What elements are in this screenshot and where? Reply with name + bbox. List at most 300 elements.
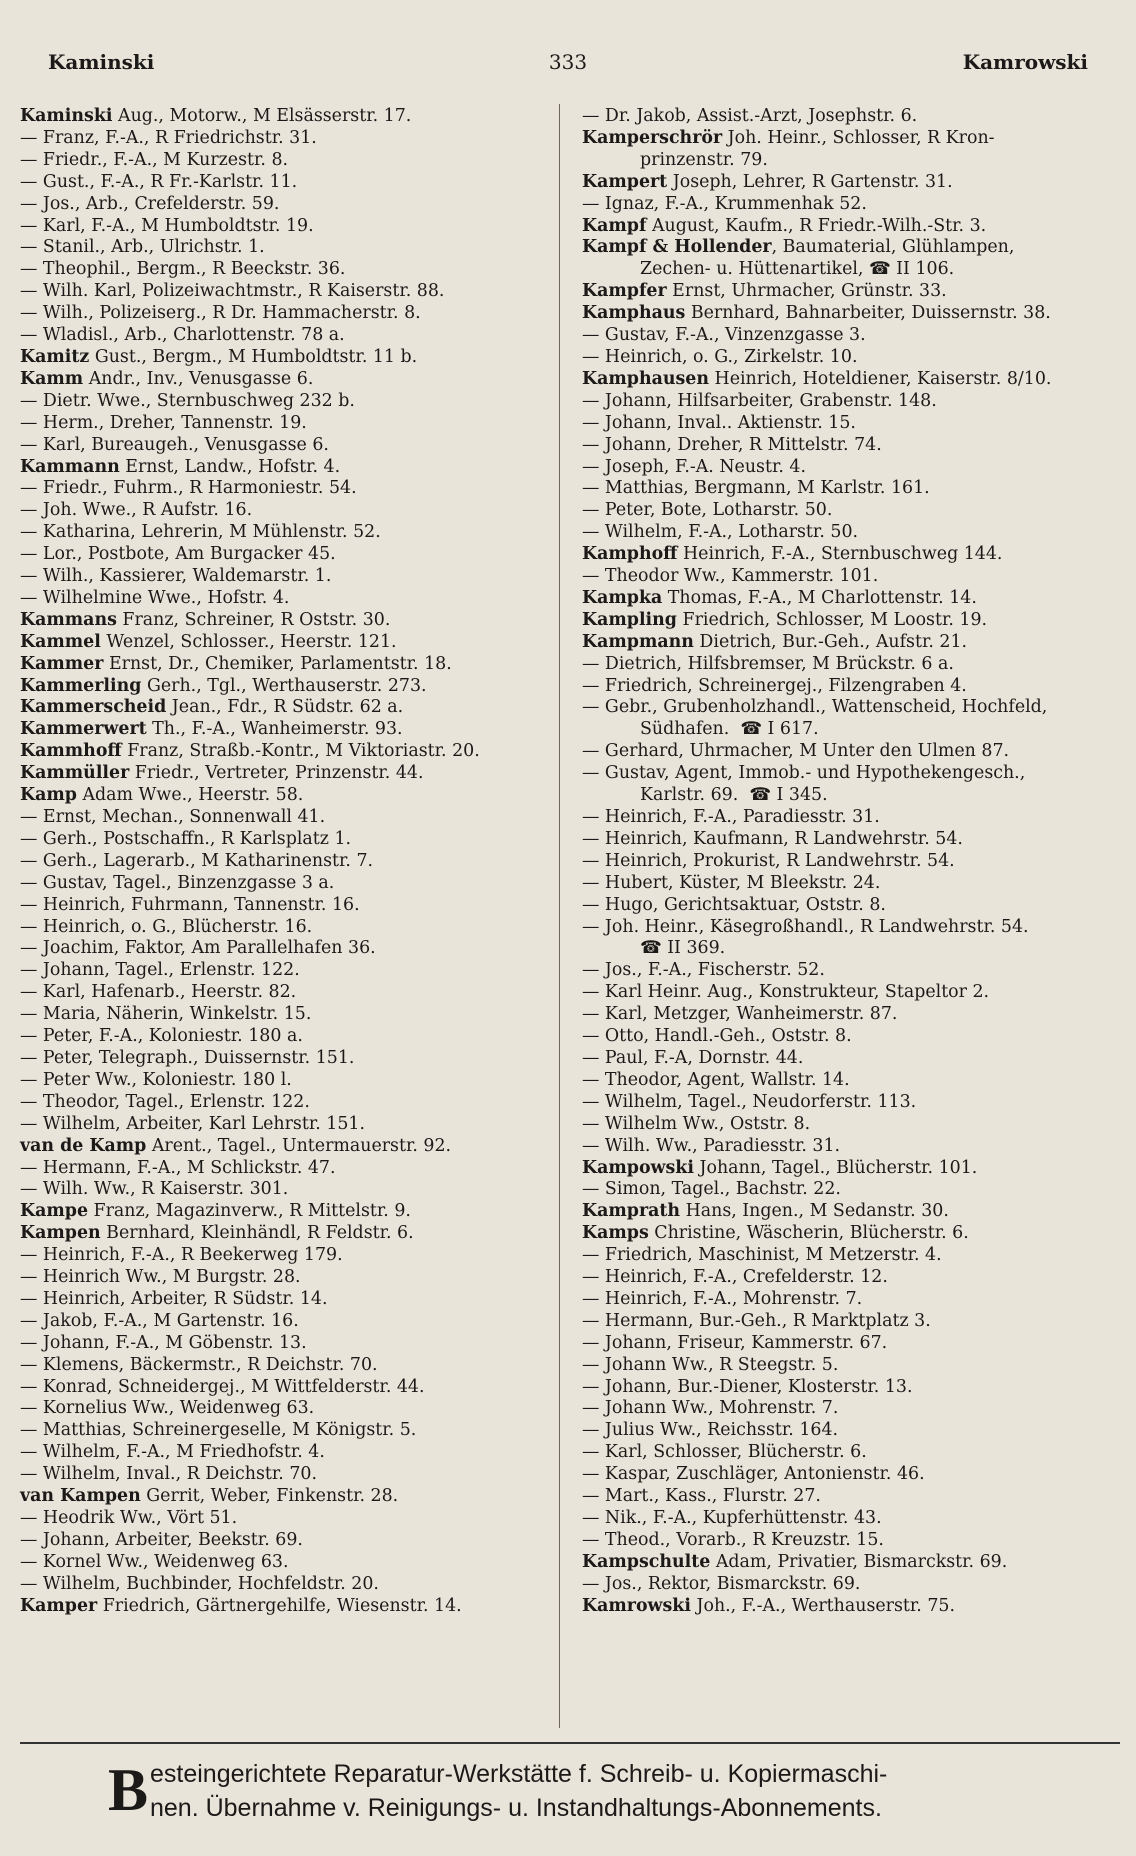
- directory-entry: [582, 1026, 1122, 1048]
- directory-entry: [582, 1289, 1122, 1311]
- entry-text: Dietrich, Hilfsbremser, M Brückstr. 6 a.: [604, 653, 954, 674]
- entry-text: Heinrich, Prokurist, R Landwehrstr. 54.: [604, 850, 955, 871]
- entry-text: Karl, F.-A., M Humboldtstr. 19.: [42, 215, 314, 236]
- directory-entry: [20, 1245, 540, 1267]
- directory-entry: [582, 763, 1122, 785]
- entry-surname: van de Kamp: [20, 1135, 147, 1156]
- entry-text: Wilh., Kassierer, Waldemarstr. 1.: [42, 566, 332, 587]
- entry-text: Wilh. Karl, Polizeiwachtmstr., R Kaiserstr. 88.: [42, 281, 445, 302]
- entry-text: Johann, Bur.-Diener, Klosterstr. 13.: [604, 1376, 913, 1397]
- directory-entry: [582, 917, 1122, 939]
- directory-entry: [582, 1114, 1122, 1136]
- entry-text: Karl, Schlosser, Blücherstr. 6.: [604, 1442, 867, 1463]
- entry-dash: —: [582, 1004, 605, 1025]
- entry-text: Joh., F.-A., Werthauserstr. 75.: [690, 1595, 956, 1616]
- directory-entry: [582, 128, 1122, 150]
- directory-entry: [20, 1136, 540, 1158]
- directory-entry: [20, 172, 540, 194]
- entry-dash: —: [582, 566, 605, 587]
- entry-text: Ignaz, F.-A., Krummenhak 52.: [604, 193, 867, 214]
- directory-entry: [20, 1552, 540, 1574]
- entry-dash: —: [20, 259, 43, 280]
- directory-entry: [582, 654, 1122, 676]
- directory-entry: [20, 1574, 540, 1596]
- entry-text: Christine, Wäscherin, Blücherstr. 6.: [648, 1223, 969, 1244]
- directory-entry: [20, 982, 540, 1004]
- entry-surname: Kampmann: [582, 631, 694, 652]
- entry-text: Kornel Ww., Weidenweg 63.: [42, 1551, 289, 1572]
- directory-entry: [582, 478, 1122, 500]
- entry-text: Karl, Hafenarb., Heerstr. 82.: [42, 982, 297, 1003]
- entry-text: Johann Ww., Mohrenstr. 7.: [604, 1398, 839, 1419]
- entry-text: August, Kaufm., R Friedr.-Wilh.-Str. 3.: [646, 215, 987, 236]
- directory-entry: [582, 873, 1122, 895]
- directory-entry: [20, 895, 540, 917]
- directory-entry: [20, 1201, 540, 1223]
- entry-text: Johann, Dreher, R Mittelstr. 74.: [604, 434, 882, 455]
- entry-dash: —: [582, 1113, 605, 1134]
- directory-entry: [20, 873, 540, 895]
- directory-entry: [20, 1004, 540, 1026]
- entry-dash: —: [582, 1573, 605, 1594]
- directory-entry: [20, 719, 540, 741]
- entry-dash: —: [582, 522, 605, 543]
- entry-text: Wilh. Ww., R Kaiserstr. 301.: [42, 1179, 289, 1200]
- directory-entry: [582, 1267, 1122, 1289]
- entry-text: Jos., Rektor, Bismarckstr. 69.: [604, 1573, 861, 1594]
- entry-dash: —: [20, 390, 43, 411]
- directory-entry: [20, 1158, 540, 1180]
- directory-entry: [20, 1398, 540, 1420]
- directory-entry: [20, 697, 540, 719]
- entry-surname: Kammel: [20, 631, 101, 652]
- directory-entry: [20, 610, 540, 632]
- entry-dash: —: [20, 1113, 43, 1134]
- directory-entry: [582, 150, 1122, 172]
- entry-text: , Baumaterial, Glühlampen,: [771, 237, 1015, 258]
- directory-entry: [582, 1179, 1122, 1201]
- directory-entry: [582, 369, 1122, 391]
- entry-text: Paul, F.-A, Dornstr. 44.: [604, 1047, 804, 1068]
- directory-entry: [20, 435, 540, 457]
- directory-entry: [582, 347, 1122, 369]
- left-column: [20, 106, 540, 1618]
- directory-entry: [20, 785, 540, 807]
- directory-entry: [20, 128, 540, 150]
- entry-surname: Kammans: [20, 609, 117, 630]
- directory-entry: [20, 676, 540, 698]
- directory-entry: [582, 1048, 1122, 1070]
- directory-entry: [582, 938, 1122, 960]
- entry-dash: —: [20, 1245, 43, 1266]
- directory-entry: [20, 1530, 540, 1552]
- entry-dash: —: [582, 850, 605, 871]
- directory-entry: [582, 566, 1122, 588]
- entry-text: Johann, Tagel., Blücherstr. 101.: [693, 1157, 978, 1178]
- directory-entry: [582, 851, 1122, 873]
- directory-entry: [582, 1486, 1122, 1508]
- entry-text: Wilhelm, Tagel., Neudorferstr. 113.: [604, 1091, 917, 1112]
- entry-dash: —: [20, 1069, 43, 1090]
- entry-dash: —: [582, 1245, 605, 1266]
- directory-entry: [582, 588, 1122, 610]
- entry-dash: —: [582, 763, 605, 784]
- entry-dash: —: [20, 215, 43, 236]
- entry-text: Wenzel, Schlosser., Heerstr. 121.: [100, 631, 397, 652]
- entry-dash: —: [582, 1267, 605, 1288]
- directory-entry: [20, 1311, 540, 1333]
- entry-text: Karl, Metzger, Wanheimerstr. 87.: [604, 1004, 898, 1025]
- directory-entry: [582, 1442, 1122, 1464]
- entry-dash: —: [20, 828, 43, 849]
- header-left-name: Kaminski: [48, 50, 155, 74]
- entry-text: Heinrich, o. G., Zirkelstr. 10.: [604, 346, 858, 367]
- entry-text: Jos., F.-A., Fischerstr. 52.: [604, 960, 825, 981]
- entry-text: Heinrich, F.-A., R Beekerweg 179.: [42, 1245, 343, 1266]
- entry-text: Heinrich, F.-A., Mohrenstr. 7.: [604, 1288, 863, 1309]
- advertisement-divider: [20, 1742, 1120, 1744]
- entry-dash: —: [20, 1464, 43, 1485]
- entry-text: Franz, Straßb.-Kontr., M Viktoriastr. 20.: [121, 741, 480, 762]
- entry-text: Gust., F.-A., R Fr.-Karlstr. 11.: [42, 171, 298, 192]
- column-divider: [559, 104, 560, 1728]
- entry-text: Aug., Motorw., M Elsässerstr. 17.: [112, 106, 412, 126]
- directory-entry: [582, 785, 1122, 807]
- entry-dash: —: [20, 237, 43, 258]
- entry-text: Maria, Näherin, Winkelstr. 15.: [42, 1004, 312, 1025]
- entry-dash: —: [20, 1004, 43, 1025]
- directory-entry: [582, 741, 1122, 763]
- directory-entry: [582, 1420, 1122, 1442]
- entry-dash: —: [582, 1420, 605, 1441]
- directory-entry: [20, 1026, 540, 1048]
- entry-dash: —: [20, 522, 43, 543]
- directory-entry: [582, 1377, 1122, 1399]
- directory-entry: [20, 303, 540, 325]
- entry-text: Theophil., Bergm., R Beeckstr. 36.: [42, 259, 346, 280]
- entry-text: Simon, Tagel., Bachstr. 22.: [604, 1179, 841, 1200]
- entry-surname: Kamitz: [20, 346, 90, 367]
- entry-text: Peter, Telegraph., Duissernstr. 151.: [42, 1047, 355, 1068]
- entry-surname: Kampowski: [582, 1157, 694, 1178]
- entry-surname: Kammer: [20, 653, 104, 674]
- entry-dash: —: [582, 1069, 605, 1090]
- entry-text: Wilh., Polizeiserg., R Dr. Hammacherstr. 8.: [42, 303, 421, 324]
- entry-surname: Kampen: [20, 1223, 101, 1244]
- entry-text: Heodrik Ww., Vört 51.: [42, 1508, 238, 1528]
- entry-text: Theodor Ww., Kammerstr. 101.: [604, 566, 879, 587]
- entry-dash: —: [582, 1398, 605, 1419]
- entry-dash: —: [20, 1091, 43, 1112]
- entry-text: Joachim, Faktor, Am Parallelhafen 36.: [42, 938, 376, 959]
- directory-entry: [582, 697, 1122, 719]
- entry-dash: —: [20, 1179, 43, 1200]
- entry-surname: Kamrowski: [582, 1595, 691, 1616]
- entry-text: Karl, Bureaugeh., Venusgasse 6.: [42, 434, 329, 455]
- entry-text: Heinrich, Hoteldiener, Kaiserstr. 8/10.: [709, 368, 1052, 389]
- entry-dash: —: [582, 894, 605, 915]
- entry-text: Friedrich, Schlosser, M Loostr. 19.: [676, 609, 988, 630]
- entry-text: Matthias, Bergmann, M Karlstr. 161.: [604, 478, 930, 499]
- directory-entry: [582, 1508, 1122, 1530]
- entry-text: Gerh., Lagerarb., M Katharinenstr. 7.: [42, 850, 374, 871]
- entry-text: Wladisl., Arb., Charlottenstr. 78 a.: [42, 325, 345, 346]
- directory-entry: [20, 1223, 540, 1245]
- entry-text: Gust., Bergm., M Humboldtstr. 11 b.: [89, 346, 418, 367]
- directory-entry: [582, 676, 1122, 698]
- entry-text: Gebr., Grubenholzhandl., Wattenscheid, Hochfeld,: [604, 697, 1048, 718]
- entry-dash: —: [20, 850, 43, 871]
- entry-text: Kornelius Ww., Weidenweg 63.: [42, 1398, 315, 1419]
- entry-dash: —: [582, 1047, 605, 1068]
- advertisement: [20, 1752, 1120, 1832]
- entry-dash: —: [582, 675, 605, 696]
- entry-dash: —: [582, 1376, 605, 1397]
- entry-text: Heinrich, F.-A., Sternbuschweg 144.: [677, 544, 1003, 565]
- directory-entry: [20, 917, 540, 939]
- directory-entry: [582, 982, 1122, 1004]
- entry-dash: —: [20, 1354, 43, 1375]
- entry-dash: —: [20, 982, 43, 1003]
- directory-entry: [20, 1486, 540, 1508]
- entry-text: Adam Wwe., Heerstr. 58.: [76, 785, 304, 806]
- entry-text: Kaspar, Zuschläger, Antonienstr. 46.: [604, 1464, 925, 1485]
- entry-text: Franz, F.-A., R Friedrichstr. 31.: [42, 127, 317, 148]
- entry-text: Hans, Ingen., M Sedanstr. 30.: [680, 1201, 949, 1222]
- directory-entry: [582, 259, 1122, 281]
- directory-entry: [582, 172, 1122, 194]
- entry-dash: —: [20, 149, 43, 170]
- entry-dash: —: [20, 500, 43, 521]
- directory-entry: [20, 1442, 540, 1464]
- entry-surname: Kampfer: [582, 281, 667, 302]
- entry-text: Peter, Bote, Lotharstr. 50.: [604, 500, 833, 521]
- directory-entry: [20, 1596, 540, 1618]
- entry-text: Konrad, Schneidergej., M Wittfelderstr. 44.: [42, 1376, 425, 1397]
- entry-text: Stanil., Arb., Ulrichstr. 1.: [42, 237, 265, 258]
- directory-entry: [582, 237, 1122, 259]
- entry-surname: Kamphausen: [582, 368, 709, 389]
- directory-entry: [582, 1355, 1122, 1377]
- entry-text: Wilhelm, Buchbinder, Hochfeldstr. 20.: [42, 1573, 379, 1594]
- entry-text: Joh. Heinr., Schlosser, R Kron-: [722, 127, 995, 148]
- directory-entry: [20, 347, 540, 369]
- entry-dash: —: [20, 1529, 43, 1550]
- entry-dash: —: [582, 412, 605, 433]
- entry-text: Theod., Vorarb., R Kreuzstr. 15.: [604, 1529, 884, 1550]
- entry-dash: —: [20, 171, 43, 192]
- entry-surname: Kaminski: [20, 106, 113, 126]
- entry-text: Jos., Arb., Crefelderstr. 59.: [42, 193, 280, 214]
- entry-surname: Kamper: [20, 1595, 98, 1616]
- directory-entry: [20, 1092, 540, 1114]
- entry-text: Nik., F.-A., Kupferhüttenstr. 43.: [604, 1508, 882, 1528]
- directory-entry: [582, 1398, 1122, 1420]
- directory-entry: [20, 763, 540, 785]
- entry-dash: —: [582, 193, 605, 214]
- directory-entry: [582, 1070, 1122, 1092]
- entry-text: Gerh., Postschaffn., R Karlsplatz 1.: [42, 828, 352, 849]
- entry-text: Franz, Schreiner, R Oststr. 30.: [116, 609, 391, 630]
- entry-text: Friedr., F.-A., M Kurzestr. 8.: [42, 149, 289, 170]
- ad-line-2: nen. Übernahme v. Reinigungs- u. Instandhaltungs-Abonnements.: [150, 1794, 882, 1822]
- entry-dash: —: [582, 500, 605, 521]
- entry-dash: —: [582, 1026, 605, 1047]
- ad-initial: B: [108, 1757, 149, 1823]
- entry-text: Thomas, F.-A., M Charlottenstr. 14.: [662, 587, 977, 608]
- entry-text: Peter, F.-A., Koloniestr. 180 a.: [42, 1026, 303, 1047]
- directory-entry: [582, 435, 1122, 457]
- entry-text: Joseph, F.-A. Neustr. 4.: [604, 456, 807, 477]
- directory-entry: [582, 325, 1122, 347]
- entry-surname: Kammerwert: [20, 719, 147, 740]
- entry-text: Heinrich, Fuhrmann, Tannenstr. 16.: [42, 894, 360, 915]
- directory-entry: [582, 1245, 1122, 1267]
- directory-entry: [20, 106, 540, 128]
- entry-text: Karlstr. 69. ☎ I 345.: [640, 785, 828, 806]
- entry-dash: —: [20, 938, 43, 959]
- entry-dash: —: [20, 1267, 43, 1288]
- entry-dash: —: [20, 1442, 43, 1463]
- entry-dash: —: [20, 1288, 43, 1309]
- entry-text: prinzenstr. 79.: [640, 149, 768, 170]
- directory-entry: [20, 478, 540, 500]
- directory-entry: [20, 566, 540, 588]
- entry-dash: —: [20, 960, 43, 981]
- directory-entry: [20, 281, 540, 303]
- directory-entry: [582, 500, 1122, 522]
- entry-surname: Kammerling: [20, 675, 142, 696]
- directory-entry: [20, 1179, 540, 1201]
- entry-dash: —: [20, 894, 43, 915]
- entry-text: Dietrich, Bur.-Geh., Aufstr. 21.: [693, 631, 968, 652]
- entry-dash: —: [20, 1026, 43, 1047]
- entry-text: Johann, Arbeiter, Beekstr. 69.: [42, 1529, 303, 1550]
- entry-text: Karl Heinr. Aug., Konstrukteur, Stapeltor 2.: [604, 982, 990, 1003]
- entry-dash: —: [20, 1420, 43, 1441]
- directory-entry: [582, 1464, 1122, 1486]
- entry-text: Peter Ww., Koloniestr. 180 l.: [42, 1069, 292, 1090]
- directory-entry: [20, 522, 540, 544]
- entry-surname: Kammhoff: [20, 741, 122, 762]
- entry-text: Lor., Postbote, Am Burgacker 45.: [42, 544, 336, 565]
- directory-entry: [20, 369, 540, 391]
- entry-dash: —: [582, 872, 605, 893]
- entry-text: Heinrich, Arbeiter, R Südstr. 14.: [42, 1288, 328, 1309]
- entry-dash: —: [582, 982, 605, 1003]
- entry-surname: Kampling: [582, 609, 677, 630]
- directory-entry: [20, 1048, 540, 1070]
- page-number: 333: [548, 50, 588, 74]
- entry-text: Gerhard, Uhrmacher, M Unter den Ulmen 87.: [604, 741, 1010, 762]
- page-header: [48, 50, 1088, 80]
- directory-entry: [20, 237, 540, 259]
- entry-dash: —: [20, 434, 43, 455]
- entry-dash: —: [582, 916, 605, 937]
- entry-dash: —: [20, 1157, 43, 1178]
- entry-dash: —: [582, 1332, 605, 1353]
- directory-entry: [582, 1092, 1122, 1114]
- directory-entry: [582, 457, 1122, 479]
- entry-dash: —: [20, 566, 43, 587]
- entry-text: Dr. Jakob, Assist.-Arzt, Josephstr. 6.: [604, 106, 918, 126]
- entry-surname: Kampf & Hollender: [582, 237, 772, 258]
- entry-text: Heinrich, Kaufmann, R Landwehrstr. 54.: [604, 828, 963, 849]
- entry-dash: —: [20, 807, 43, 827]
- entry-text: Mart., Kass., Flurstr. 27.: [604, 1486, 821, 1507]
- entry-dash: —: [20, 1508, 43, 1528]
- entry-text: Dietr. Wwe., Sternbuschweg 232 b.: [42, 390, 355, 411]
- ad-line-1: esteingerichtete Reparatur-Werkstätte f. Schreib- u. Kopiermaschi-: [150, 1760, 888, 1788]
- entry-dash: —: [20, 193, 43, 214]
- entry-surname: Kammann: [20, 456, 120, 477]
- entry-text: Südhafen. ☎ I 617.: [640, 719, 819, 740]
- entry-dash: —: [582, 960, 605, 981]
- entry-surname: Kammüller: [20, 763, 130, 784]
- entry-dash: —: [20, 1551, 43, 1572]
- directory-entry: [20, 391, 540, 413]
- entry-text: Friedr., Fuhrm., R Harmoniestr. 54.: [42, 478, 357, 499]
- entry-dash: —: [582, 807, 605, 827]
- entry-text: Matthias, Schreinergeselle, M Königstr. 5.: [42, 1420, 417, 1441]
- entry-text: Ernst, Uhrmacher, Grünstr. 33.: [666, 281, 947, 302]
- entry-dash: —: [20, 1573, 43, 1594]
- directory-entry: [582, 632, 1122, 654]
- entry-surname: Kamperschrör: [582, 127, 723, 148]
- entry-dash: —: [582, 106, 605, 126]
- directory-entry: [20, 500, 540, 522]
- directory-entry: [582, 1158, 1122, 1180]
- directory-entry: [20, 1355, 540, 1377]
- entry-text: Friedrich, Gärtnergehilfe, Wiesenstr. 14.: [97, 1595, 462, 1616]
- entry-text: Gerrit, Weber, Finkenstr. 28.: [140, 1486, 399, 1507]
- directory-entry: [20, 807, 540, 829]
- directory-entry: [582, 544, 1122, 566]
- directory-entry: [582, 610, 1122, 632]
- entry-dash: —: [582, 434, 605, 455]
- entry-text: Wilh. Ww., Paradiesstr. 31.: [604, 1135, 841, 1156]
- entry-dash: —: [20, 303, 43, 324]
- entry-dash: —: [20, 1332, 43, 1353]
- entry-dash: —: [20, 1310, 43, 1331]
- entry-text: Gustav, F.-A., Vinzenzgasse 3.: [604, 325, 866, 346]
- entry-text: Adam, Privatier, Bismarckstr. 69.: [710, 1551, 1008, 1572]
- directory-entry: [20, 741, 540, 763]
- entry-surname: Kampf: [582, 215, 647, 236]
- entry-dash: —: [582, 1464, 605, 1485]
- directory-entry: [582, 1530, 1122, 1552]
- entry-surname: van Kampen: [20, 1486, 141, 1507]
- entry-text: Wilhelm, F.-A., M Friedhofstr. 4.: [42, 1442, 325, 1463]
- entry-text: Johann, Inval.. Aktienstr. 15.: [604, 412, 856, 433]
- directory-entry: [582, 303, 1122, 325]
- entry-text: Heinrich, F.-A., Crefelderstr. 12.: [604, 1267, 888, 1288]
- directory-entry: [20, 938, 540, 960]
- directory-entry: [582, 960, 1122, 982]
- entry-dash: —: [582, 1135, 605, 1156]
- entry-dash: —: [20, 1376, 43, 1397]
- directory-entry: [582, 1552, 1122, 1574]
- entry-text: Herm., Dreher, Tannenstr. 19.: [42, 412, 307, 433]
- entry-text: Bernhard, Kleinhändl, R Feldstr. 6.: [100, 1223, 414, 1244]
- directory-entry: [582, 216, 1122, 238]
- entry-dash: —: [582, 346, 605, 367]
- entry-text: Ernst, Dr., Chemiker, Parlamentstr. 18.: [103, 653, 452, 674]
- entry-text: Johann, F.-A., M Göbenstr. 13.: [42, 1332, 307, 1353]
- directory-entry: [20, 259, 540, 281]
- directory-entry: [582, 413, 1122, 435]
- entry-text: Bernhard, Bahnarbeiter, Duissernstr. 38.: [685, 303, 1051, 324]
